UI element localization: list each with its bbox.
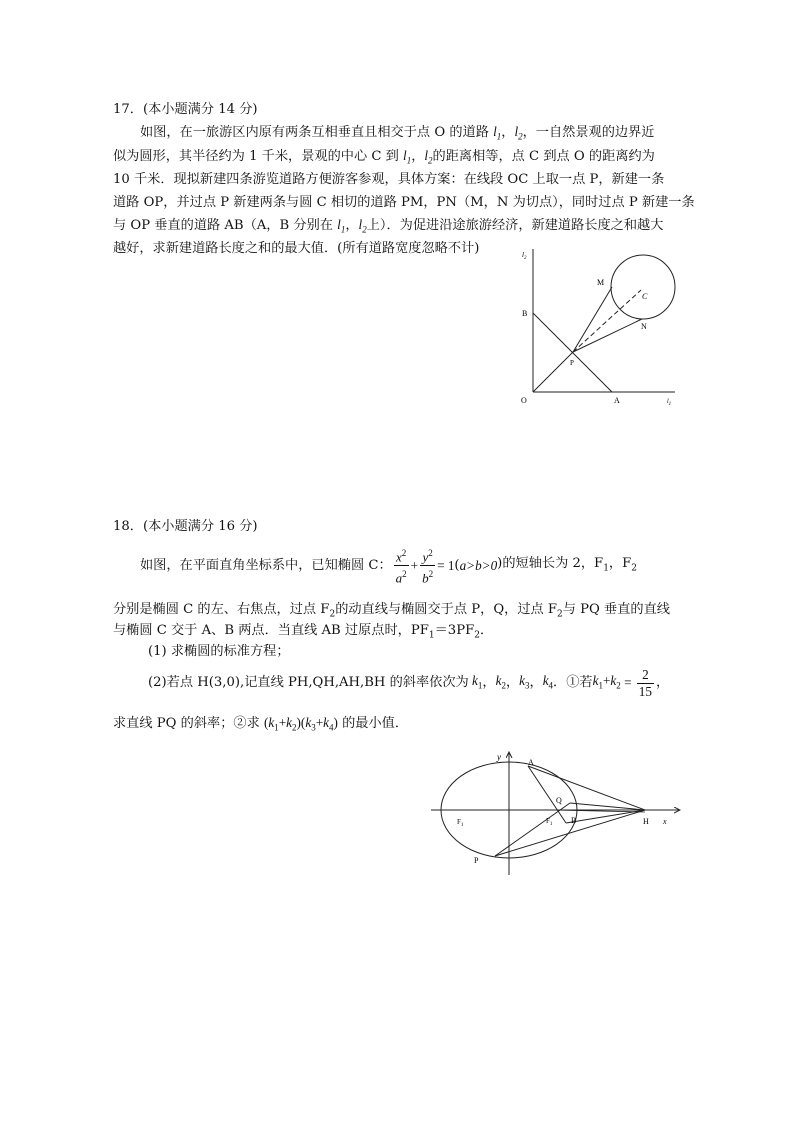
q17-figure [505,245,685,410]
q17-line-6: 越好，求新建道路长度之和的最大值．(所有道路宽度忽略不计) [113,241,480,256]
comma: ， [529,675,543,691]
line-ph [495,810,645,856]
q17-line-4: 道路 OP，并过点 P 新建两条与圆 C 相切的道路 PM，PN（M，N 为切点），同时过点 P 新建一条 [113,195,695,210]
q17-header: 17．(本小题满分 14 分) [113,102,258,117]
line-pq [495,803,570,856]
q18-part-2: (2)若点 H(3,0),记直线 PH,QH,AH,BH 的斜率依次为 $k_1$ ， $k_2$ ， $k_3$ ， $k_4$ ．①若 $k_1+k_2$ = $\frac{2}{15}$ ， [148,664,669,703]
slope-k1: $k_1$ [472,673,483,691]
road-l2: $l_2$ [358,217,367,235]
comma: ， [482,675,496,691]
comma: ， [501,125,515,140]
q18-line-1 [140,545,637,587]
q18-text: 如图，在平面直角坐标系中，已知椭圆 C： [140,557,392,573]
label-h: H [643,817,649,826]
fraction-x2-a2: $\frac{x^2}{a^2}$ [394,545,409,587]
product-expression: $(k_1+k_2)(k_3+k_4)$ [263,715,338,733]
label-p: P [570,359,574,367]
label-a: A [528,758,534,767]
q17-text: 的距离相等，点 C 到点 O 的距离约为 [432,149,655,164]
label-m: M [597,278,605,287]
fraction-y2-b2: $\frac{y^2}{b^2}$ [420,545,435,587]
comma: ， [655,675,670,691]
q17-text: ，一自然景观的边界近 [522,125,655,140]
q18-line-6: 求直线 PQ 的斜率；②求 $(k_1+k_2)(k_3+k_4)$ 的最小值． [113,715,409,733]
road-l2: $l_2$ [424,148,433,166]
q18-header: 18．(本小题满分 16 分) [113,519,258,534]
road-l1: $l_1$ [337,217,346,235]
road-l2: $l_2$ [514,124,523,142]
comma: ， [345,218,359,233]
road-l1: $l_1$ [403,148,412,166]
label-b: B [522,309,528,318]
label-b: B [571,816,577,825]
equals-one: = 1 [437,557,455,573]
q18-text: )的短轴长为 2，$F_1$，$F_2$ [497,555,637,574]
label-c: C [642,292,648,301]
q17-text: 如图，在一旅游区内原有两条互相垂直且相交于点 O 的道路 [140,125,489,140]
q17-line-3: 10 千米．现拟新建四条游览道路方便游客参观，具体方案：在线段 OC 上取一点 P，新建一条 [113,172,665,187]
slope-k3: $k_3$ [519,673,530,691]
fraction-2-15: $\frac{2}{15}$ [638,666,652,699]
road-op [533,352,573,392]
q17-text: 与 OP 垂直的道路 AB（A，B 分别在 [113,218,333,233]
q18-text: ( [454,557,460,573]
line-ab [528,766,566,823]
condition-ab: a>b>0 [459,557,498,573]
sum-k1-k2: $k_1+k_2$ [592,673,621,691]
comma: ， [505,675,520,691]
q18-line-2: 分别是椭圆 C 的左、右焦点，过点 $F_2$的动直线与椭圆交于点 P，Q，过点 $F_2$与 PQ 垂直的直线 [113,602,670,620]
label-x: x [663,817,667,826]
line-ah [528,766,645,810]
comma: ， [411,149,425,164]
q18-figure [425,748,685,878]
q18-part-1: (1) 求椭圆的标准方程； [148,644,290,659]
q18-text: ．①若 [553,675,593,691]
q17-text: 似为圆形，其半径约为 1 千米，景观的中心 C 到 [113,149,399,164]
plus-sign: + [410,557,419,573]
q17-line-2 [113,145,655,166]
label-l1: $l_1$ [667,399,672,407]
q17-text: 上）．为促进沿途旅游经济，新建道路长度之和越大 [366,218,664,233]
q18-text: (2)若点 H(3,0),记直线 PH,QH,AH,BH 的斜率依次为 [148,675,469,691]
label-l2: $l_2$ [522,251,527,261]
slope-k2: $k_2$ [495,673,506,691]
label-q: Q [556,796,562,805]
label-a: A [614,396,620,405]
q17-line-1 [140,121,655,142]
label-n: N [641,322,647,331]
q17-line-5 [113,214,663,235]
label-p: P [474,856,479,865]
label-y: y [497,752,501,762]
line-qh [570,803,645,810]
segment-pc [573,290,641,352]
label-f1: $F_1$ [457,818,464,828]
label-o: O [521,396,527,405]
label-f2: $F_1$ [546,817,553,827]
slope-k4: $k_4$ [542,673,554,691]
circle-c [611,255,675,319]
q18-line-3: 与椭圆 C 交于 A、B 两点．当直线 AB 过原点时，$PF_1=3PF_2$． [113,623,494,641]
road-l1: $l_1$ [493,124,502,142]
